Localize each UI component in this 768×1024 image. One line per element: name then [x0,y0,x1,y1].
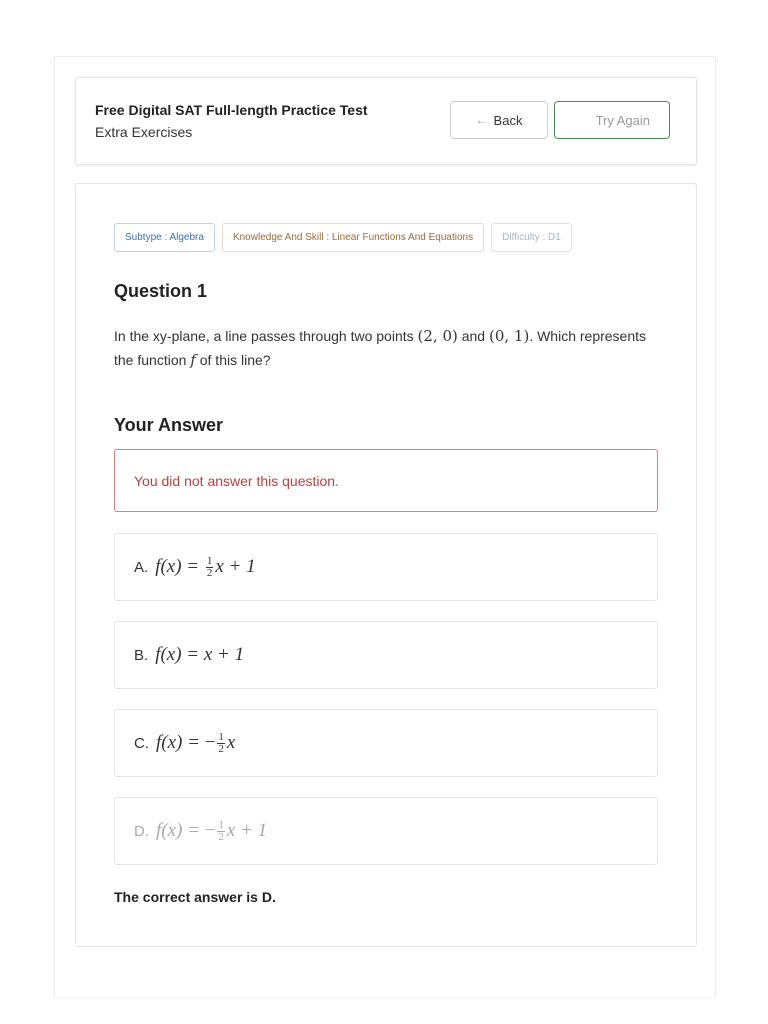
question-text-part: In the xy-plane, a line passes through two points [114,328,418,344]
option-lhs: f(x) = [155,644,200,665]
option-rhs: x + 1 [203,644,245,665]
option-lhs: f(x) = [156,732,200,753]
fraction-denominator: 2 [206,566,213,579]
option-letter: D. [134,822,149,840]
difficulty-tag: Difficulty : D1 [491,223,572,252]
skill-tag: Knowledge And Skill : Linear Functions And Equations [222,223,484,252]
option-expression [155,644,244,666]
try-again-button[interactable] [554,101,670,139]
option-lhs: f(x) = [156,820,200,841]
page-title: Free Digital SAT Full-length Practice Test [95,102,368,118]
try-again-label: Try Again [595,112,650,128]
question-text-part: . Which represents the function [114,328,647,368]
page-card [54,56,716,997]
fraction [217,732,225,755]
option-a[interactable] [114,533,658,601]
tag-list [114,223,572,252]
no-answer-message: You did not answer this question. [134,472,339,489]
back-button-label: Back [493,112,523,128]
fraction-numerator: 1 [218,730,224,743]
minus-sign: − [204,732,216,753]
option-letter: A. [134,558,149,576]
question-text-part: of this line? [195,352,271,368]
fraction-numerator: 1 [206,554,213,567]
question-title: Question 1 [114,281,208,301]
option-c[interactable] [114,709,658,777]
header-card [75,77,697,165]
page-subtitle: Extra Exercises [95,124,193,140]
question-card [75,183,697,947]
back-button[interactable] [450,101,548,139]
point-1: (2, 0) [417,327,458,345]
fraction-denominator: 2 [218,830,224,843]
option-rhs: x + 1 [215,556,256,577]
minus-sign: − [204,820,216,841]
option-rhs: x + 1 [226,820,268,841]
fraction-numerator: 1 [218,818,224,831]
arrow-left-icon: ← [475,113,488,127]
no-answer-alert [114,449,658,512]
option-d[interactable] [114,797,658,865]
question-text [114,324,654,372]
question-text-part: and [457,328,489,344]
option-expression [155,556,255,579]
fraction [217,820,225,843]
option-letter: B. [134,646,149,664]
option-letter: C. [134,734,149,752]
option-expression [156,732,235,755]
fraction-denominator: 2 [218,742,224,755]
option-rhs: x [226,732,236,753]
option-lhs: f(x) = [155,556,200,577]
option-expression [156,820,267,843]
correct-answer-text: The correct answer is D. [114,889,276,905]
your-answer-title: Your Answer [114,415,224,435]
subtype-tag: Subtype : Algebra [114,223,215,252]
function-symbol: f [190,351,196,369]
point-2: (0, 1) [488,327,530,345]
option-b[interactable] [114,621,658,689]
fraction [206,556,214,579]
